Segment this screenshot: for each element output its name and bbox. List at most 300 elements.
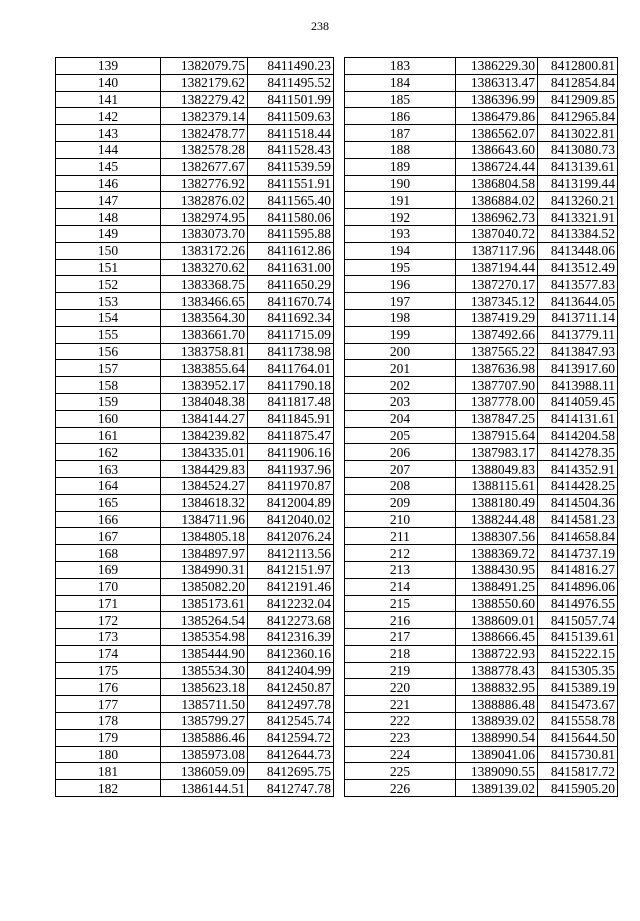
x-coordinate-cell: 1382379.14 [161, 108, 248, 125]
y-coordinate-cell: 8411790.18 [248, 377, 334, 394]
x-coordinate-cell: 1385173.61 [161, 595, 248, 612]
y-coordinate-cell: 8414428.25 [538, 477, 618, 494]
y-coordinate-cell: 8412747.78 [248, 780, 334, 797]
x-coordinate-cell: 1385711.50 [161, 696, 248, 713]
table-row [345, 780, 618, 797]
y-coordinate-cell: 8413260.21 [538, 192, 618, 209]
table-row [345, 175, 618, 192]
table-row [56, 276, 334, 293]
x-coordinate-cell: 1387983.17 [456, 444, 538, 461]
y-coordinate-cell: 8412076.24 [248, 528, 334, 545]
x-coordinate-cell: 1384048.38 [161, 393, 248, 410]
y-coordinate-cell: 8411650.29 [248, 276, 334, 293]
table-row [345, 578, 618, 595]
table-row [56, 780, 334, 797]
point-number-cell: 147 [56, 192, 161, 209]
point-number-cell: 173 [56, 629, 161, 646]
x-coordinate-cell: 1384144.27 [161, 410, 248, 427]
y-coordinate-cell: 8414737.19 [538, 545, 618, 562]
y-coordinate-cell: 8413988.11 [538, 377, 618, 394]
point-number-cell: 192 [345, 209, 456, 226]
point-number-cell: 183 [345, 58, 456, 75]
table-row [345, 360, 618, 377]
x-coordinate-cell: 1387847.25 [456, 410, 538, 427]
table-row [345, 74, 618, 91]
point-number-cell: 194 [345, 242, 456, 259]
x-coordinate-cell: 1388491.25 [456, 578, 538, 595]
point-number-cell: 193 [345, 225, 456, 242]
x-coordinate-cell: 1386313.47 [456, 74, 538, 91]
point-number-cell: 186 [345, 108, 456, 125]
x-coordinate-cell: 1388609.01 [456, 612, 538, 629]
y-coordinate-cell: 8412316.39 [248, 629, 334, 646]
y-coordinate-cell: 8412497.78 [248, 696, 334, 713]
y-coordinate-cell: 8413917.60 [538, 360, 618, 377]
y-coordinate-cell: 8413512.49 [538, 259, 618, 276]
y-coordinate-cell: 8413022.81 [538, 125, 618, 142]
point-number-cell: 203 [345, 393, 456, 410]
table-row [345, 91, 618, 108]
point-number-cell: 214 [345, 578, 456, 595]
x-coordinate-cell: 1383855.64 [161, 360, 248, 377]
point-number-cell: 226 [345, 780, 456, 797]
page-number: 238 [311, 19, 329, 33]
table-row [345, 696, 618, 713]
table-row [56, 612, 334, 629]
point-number-cell: 146 [56, 175, 161, 192]
point-number-cell: 208 [345, 477, 456, 494]
point-number-cell: 150 [56, 242, 161, 259]
point-number-cell: 178 [56, 713, 161, 730]
table-row [56, 259, 334, 276]
table-row [56, 360, 334, 377]
table-row [56, 74, 334, 91]
y-coordinate-cell: 8413321.91 [538, 209, 618, 226]
point-number-cell: 223 [345, 729, 456, 746]
y-coordinate-cell: 8414504.36 [538, 494, 618, 511]
y-coordinate-cell: 8411692.34 [248, 309, 334, 326]
x-coordinate-cell: 1387636.98 [456, 360, 538, 377]
x-coordinate-cell: 1383172.26 [161, 242, 248, 259]
y-coordinate-cell: 8411509.63 [248, 108, 334, 125]
table-row [345, 444, 618, 461]
y-coordinate-cell: 8411495.52 [248, 74, 334, 91]
point-number-cell: 152 [56, 276, 161, 293]
y-coordinate-cell: 8411631.00 [248, 259, 334, 276]
x-coordinate-cell: 1386962.73 [456, 209, 538, 226]
x-coordinate-cell: 1382677.67 [161, 158, 248, 175]
x-coordinate-cell: 1387915.64 [456, 427, 538, 444]
y-coordinate-cell: 8412695.75 [248, 763, 334, 780]
table-row [345, 645, 618, 662]
x-coordinate-cell: 1383661.70 [161, 326, 248, 343]
x-coordinate-cell: 1383952.17 [161, 377, 248, 394]
y-coordinate-cell: 8415057.74 [538, 612, 618, 629]
table-row [56, 175, 334, 192]
y-coordinate-cell: 8412191.46 [248, 578, 334, 595]
point-number-cell: 158 [56, 377, 161, 394]
x-coordinate-cell: 1388049.83 [456, 461, 538, 478]
table-row [56, 477, 334, 494]
x-coordinate-cell: 1387778.00 [456, 393, 538, 410]
point-number-cell: 213 [345, 561, 456, 578]
x-coordinate-cell: 1385886.46 [161, 729, 248, 746]
coordinates-table-left-body [56, 58, 334, 797]
table-row [345, 679, 618, 696]
table-row [345, 494, 618, 511]
x-coordinate-cell: 1388666.45 [456, 629, 538, 646]
x-coordinate-cell: 1388939.02 [456, 713, 538, 730]
point-number-cell: 205 [345, 427, 456, 444]
table-row [345, 58, 618, 75]
x-coordinate-cell: 1387270.17 [456, 276, 538, 293]
table-row [345, 293, 618, 310]
x-coordinate-cell: 1388430.95 [456, 561, 538, 578]
point-number-cell: 143 [56, 125, 161, 142]
y-coordinate-cell: 8414204.58 [538, 427, 618, 444]
point-number-cell: 156 [56, 343, 161, 360]
table-row [345, 561, 618, 578]
x-coordinate-cell: 1384990.31 [161, 561, 248, 578]
point-number-cell: 197 [345, 293, 456, 310]
point-number-cell: 190 [345, 175, 456, 192]
point-number-cell: 209 [345, 494, 456, 511]
point-number-cell: 155 [56, 326, 161, 343]
y-coordinate-cell: 8414278.35 [538, 444, 618, 461]
point-number-cell: 154 [56, 309, 161, 326]
table-row [345, 729, 618, 746]
point-number-cell: 161 [56, 427, 161, 444]
point-number-cell: 172 [56, 612, 161, 629]
table-row [56, 662, 334, 679]
table-row [345, 427, 618, 444]
point-number-cell: 212 [345, 545, 456, 562]
x-coordinate-cell: 1383758.81 [161, 343, 248, 360]
y-coordinate-cell: 8412004.89 [248, 494, 334, 511]
x-coordinate-cell: 1389139.02 [456, 780, 538, 797]
y-coordinate-cell: 8415389.19 [538, 679, 618, 696]
table-row [56, 410, 334, 427]
point-number-cell: 207 [345, 461, 456, 478]
x-coordinate-cell: 1389090.55 [456, 763, 538, 780]
y-coordinate-cell: 8411528.43 [248, 141, 334, 158]
table-row [56, 91, 334, 108]
x-coordinate-cell: 1388886.48 [456, 696, 538, 713]
y-coordinate-cell: 8415558.78 [538, 713, 618, 730]
point-number-cell: 188 [345, 141, 456, 158]
table-row [345, 225, 618, 242]
y-coordinate-cell: 8411501.99 [248, 91, 334, 108]
coordinates-table-right-body [345, 58, 618, 797]
x-coordinate-cell: 1385444.90 [161, 645, 248, 662]
table-row [345, 158, 618, 175]
point-number-cell: 196 [345, 276, 456, 293]
y-coordinate-cell: 8413139.61 [538, 158, 618, 175]
table-row [56, 746, 334, 763]
point-number-cell: 200 [345, 343, 456, 360]
point-number-cell: 215 [345, 595, 456, 612]
point-number-cell: 142 [56, 108, 161, 125]
table-row [56, 511, 334, 528]
table-row [345, 209, 618, 226]
y-coordinate-cell: 8411490.23 [248, 58, 334, 75]
table-row [56, 713, 334, 730]
point-number-cell: 170 [56, 578, 161, 595]
x-coordinate-cell: 1383073.70 [161, 225, 248, 242]
point-number-cell: 177 [56, 696, 161, 713]
table-row [56, 293, 334, 310]
point-number-cell: 195 [345, 259, 456, 276]
table-row [56, 192, 334, 209]
table-row [345, 393, 618, 410]
table-row [345, 276, 618, 293]
y-coordinate-cell: 8414976.55 [538, 595, 618, 612]
y-coordinate-cell: 8412151.97 [248, 561, 334, 578]
x-coordinate-cell: 1386059.09 [161, 763, 248, 780]
point-number-cell: 222 [345, 713, 456, 730]
x-coordinate-cell: 1384335.01 [161, 444, 248, 461]
table-row [345, 629, 618, 646]
point-number-cell: 179 [56, 729, 161, 746]
point-number-cell: 166 [56, 511, 161, 528]
table-row [56, 141, 334, 158]
y-coordinate-cell: 8412273.68 [248, 612, 334, 629]
x-coordinate-cell: 1382079.75 [161, 58, 248, 75]
table-row [56, 461, 334, 478]
table-row [56, 629, 334, 646]
table-row [56, 427, 334, 444]
y-coordinate-cell: 8412800.81 [538, 58, 618, 75]
point-number-cell: 199 [345, 326, 456, 343]
table-row [56, 578, 334, 595]
table-row [345, 242, 618, 259]
point-number-cell: 181 [56, 763, 161, 780]
y-coordinate-cell: 8414658.84 [538, 528, 618, 545]
table-row [345, 763, 618, 780]
point-number-cell: 157 [56, 360, 161, 377]
y-coordinate-cell: 8411764.01 [248, 360, 334, 377]
y-coordinate-cell: 8411845.91 [248, 410, 334, 427]
point-number-cell: 162 [56, 444, 161, 461]
y-coordinate-cell: 8415730.81 [538, 746, 618, 763]
table-row [345, 746, 618, 763]
table-row [56, 545, 334, 562]
y-coordinate-cell: 8413779.11 [538, 326, 618, 343]
x-coordinate-cell: 1388722.93 [456, 645, 538, 662]
table-row [345, 343, 618, 360]
point-number-cell: 211 [345, 528, 456, 545]
table-row [345, 612, 618, 629]
y-coordinate-cell: 8414352.91 [538, 461, 618, 478]
point-number-cell: 171 [56, 595, 161, 612]
point-number-cell: 151 [56, 259, 161, 276]
point-number-cell: 149 [56, 225, 161, 242]
x-coordinate-cell: 1384711.96 [161, 511, 248, 528]
point-number-cell: 185 [345, 91, 456, 108]
x-coordinate-cell: 1387117.96 [456, 242, 538, 259]
x-coordinate-cell: 1386643.60 [456, 141, 538, 158]
table-row [56, 528, 334, 545]
table-row [345, 141, 618, 158]
point-number-cell: 165 [56, 494, 161, 511]
x-coordinate-cell: 1383564.30 [161, 309, 248, 326]
x-coordinate-cell: 1385623.18 [161, 679, 248, 696]
x-coordinate-cell: 1388550.60 [456, 595, 538, 612]
point-number-cell: 160 [56, 410, 161, 427]
x-coordinate-cell: 1385534.30 [161, 662, 248, 679]
table-row [345, 309, 618, 326]
table-row [345, 326, 618, 343]
point-number-cell: 180 [56, 746, 161, 763]
y-coordinate-cell: 8411970.87 [248, 477, 334, 494]
point-number-cell: 217 [345, 629, 456, 646]
y-coordinate-cell: 8411738.98 [248, 343, 334, 360]
x-coordinate-cell: 1382478.77 [161, 125, 248, 142]
y-coordinate-cell: 8412854.84 [538, 74, 618, 91]
x-coordinate-cell: 1386724.44 [456, 158, 538, 175]
table-row [345, 713, 618, 730]
table-row [345, 259, 618, 276]
table-row [345, 125, 618, 142]
x-coordinate-cell: 1383368.75 [161, 276, 248, 293]
x-coordinate-cell: 1388115.61 [456, 477, 538, 494]
table-row [56, 494, 334, 511]
table-row [56, 696, 334, 713]
table-row [56, 595, 334, 612]
point-number-cell: 210 [345, 511, 456, 528]
y-coordinate-cell: 8411937.96 [248, 461, 334, 478]
table-row [56, 108, 334, 125]
y-coordinate-cell: 8411906.16 [248, 444, 334, 461]
x-coordinate-cell: 1382876.02 [161, 192, 248, 209]
coordinates-table-right [344, 57, 618, 797]
x-coordinate-cell: 1384429.83 [161, 461, 248, 478]
y-coordinate-cell: 8412232.04 [248, 595, 334, 612]
point-number-cell: 220 [345, 679, 456, 696]
table-row [56, 393, 334, 410]
point-number-cell: 206 [345, 444, 456, 461]
y-coordinate-cell: 8415817.72 [538, 763, 618, 780]
point-number-cell: 169 [56, 561, 161, 578]
point-number-cell: 163 [56, 461, 161, 478]
x-coordinate-cell: 1387419.29 [456, 309, 538, 326]
x-coordinate-cell: 1387040.72 [456, 225, 538, 242]
x-coordinate-cell: 1384524.27 [161, 477, 248, 494]
y-coordinate-cell: 8414581.23 [538, 511, 618, 528]
table-row [56, 729, 334, 746]
x-coordinate-cell: 1384239.82 [161, 427, 248, 444]
y-coordinate-cell: 8411551.91 [248, 175, 334, 192]
x-coordinate-cell: 1383270.62 [161, 259, 248, 276]
x-coordinate-cell: 1388244.48 [456, 511, 538, 528]
table-row [345, 595, 618, 612]
x-coordinate-cell: 1385264.54 [161, 612, 248, 629]
x-coordinate-cell: 1386479.86 [456, 108, 538, 125]
y-coordinate-cell: 8412909.85 [538, 91, 618, 108]
table-row [56, 377, 334, 394]
x-coordinate-cell: 1382776.92 [161, 175, 248, 192]
y-coordinate-cell: 8413448.06 [538, 242, 618, 259]
coordinates-table-left [55, 57, 334, 797]
x-coordinate-cell: 1386144.51 [161, 780, 248, 797]
y-coordinate-cell: 8414059.45 [538, 393, 618, 410]
y-coordinate-cell: 8411875.47 [248, 427, 334, 444]
table-row [345, 528, 618, 545]
y-coordinate-cell: 8412113.56 [248, 545, 334, 562]
y-coordinate-cell: 8411595.88 [248, 225, 334, 242]
point-number-cell: 187 [345, 125, 456, 142]
x-coordinate-cell: 1382578.28 [161, 141, 248, 158]
y-coordinate-cell: 8411565.40 [248, 192, 334, 209]
y-coordinate-cell: 8412545.74 [248, 713, 334, 730]
y-coordinate-cell: 8411670.74 [248, 293, 334, 310]
point-number-cell: 164 [56, 477, 161, 494]
y-coordinate-cell: 8412360.16 [248, 645, 334, 662]
y-coordinate-cell: 8413080.73 [538, 141, 618, 158]
x-coordinate-cell: 1388832.95 [456, 679, 538, 696]
point-number-cell: 159 [56, 393, 161, 410]
point-number-cell: 219 [345, 662, 456, 679]
point-number-cell: 218 [345, 645, 456, 662]
y-coordinate-cell: 8414896.06 [538, 578, 618, 595]
table-row [56, 444, 334, 461]
table-row [345, 108, 618, 125]
point-number-cell: 139 [56, 58, 161, 75]
x-coordinate-cell: 1388180.49 [456, 494, 538, 511]
point-number-cell: 176 [56, 679, 161, 696]
x-coordinate-cell: 1388778.43 [456, 662, 538, 679]
y-coordinate-cell: 8413711.14 [538, 309, 618, 326]
point-number-cell: 201 [345, 360, 456, 377]
x-coordinate-cell: 1382279.42 [161, 91, 248, 108]
table-row [56, 326, 334, 343]
x-coordinate-cell: 1384618.32 [161, 494, 248, 511]
point-number-cell: 221 [345, 696, 456, 713]
y-coordinate-cell: 8411817.48 [248, 393, 334, 410]
x-coordinate-cell: 1386396.99 [456, 91, 538, 108]
y-coordinate-cell: 8415222.15 [538, 645, 618, 662]
table-row [345, 192, 618, 209]
x-coordinate-cell: 1388990.54 [456, 729, 538, 746]
table-row [345, 511, 618, 528]
y-coordinate-cell: 8415305.35 [538, 662, 618, 679]
point-number-cell: 168 [56, 545, 161, 562]
x-coordinate-cell: 1387707.90 [456, 377, 538, 394]
table-row [56, 58, 334, 75]
y-coordinate-cell: 8412965.84 [538, 108, 618, 125]
table-row [345, 377, 618, 394]
x-coordinate-cell: 1382974.95 [161, 209, 248, 226]
point-number-cell: 175 [56, 662, 161, 679]
y-coordinate-cell: 8411715.09 [248, 326, 334, 343]
point-number-cell: 202 [345, 377, 456, 394]
x-coordinate-cell: 1387492.66 [456, 326, 538, 343]
x-coordinate-cell: 1387565.22 [456, 343, 538, 360]
point-number-cell: 204 [345, 410, 456, 427]
y-coordinate-cell: 8412040.02 [248, 511, 334, 528]
point-number-cell: 174 [56, 645, 161, 662]
point-number-cell: 182 [56, 780, 161, 797]
table-row [56, 158, 334, 175]
table-row [56, 242, 334, 259]
point-number-cell: 141 [56, 91, 161, 108]
x-coordinate-cell: 1384897.97 [161, 545, 248, 562]
table-row [56, 763, 334, 780]
y-coordinate-cell: 8413847.93 [538, 343, 618, 360]
point-number-cell: 184 [345, 74, 456, 91]
point-number-cell: 153 [56, 293, 161, 310]
table-row [56, 209, 334, 226]
